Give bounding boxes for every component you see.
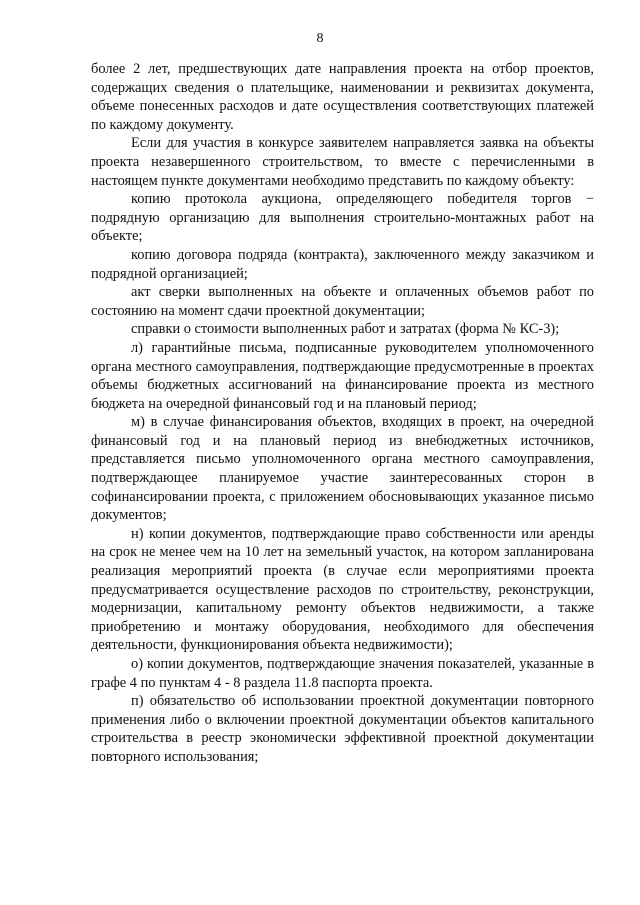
paragraph-contract-copy: копию договора подряда (контракта), заключенного между заказчиком и подрядной организацией; [91,246,594,282]
paragraph-item-p: п) обязательство об использовании проектной документации повторного применения либо о включении проектной документации объектов капитального строительства в реестр экономически эффективной проектной документации повторного использования; [91,693,594,765]
paragraph-continued: более 2 лет, предшествующих дате направления проекта на отбор проектов, содержащих сведения о плательщике, наименовании и реквизитах документа, объеме понесенных расходов и дате осуществления соответствующих платежей по каждому документу. [91,61,594,133]
paragraph-item-o: о) копии документов, подтверждающие значения показателей, указанные в графе 4 по пунктам 4 - 8 раздела 11.8 паспорта проекта. [91,656,594,691]
paragraph-reconciliation-act: акт сверки выполненных на объекте и оплаченных объемов работ по состоянию на момент сдачи проектной документации; [91,284,594,319]
paragraph-item-l: л) гарантийные письма, подписанные руководителем уполномоченного органа местного самоуправления, подтверждающие предусмотренные в проектах объемы бюджетных ассигнований на финансирование проекта из местного бюджета на очередной финансовый год и на плановый период; [91,339,594,412]
page-number: 8 [316,31,324,46]
paragraph-auction-protocol: копию протокола аукциона, определяющего победителя торгов − подрядную организацию для выполнения строительно-монтажных работ на объекте; [91,191,594,245]
document-body [91,60,594,767]
paragraph-item-m: м) в случае финансирования объектов, входящих в проект, на очередной финансовый год и на плановый период из внебюджетных источников, представляется письмо уполномоченного органа местного самоуправления, подтверждающее планируемое участие заинтересованных сторон в софинансировании проекта, с приложением обосновывающих указанное письмо документов; [91,414,594,524]
paragraph-unfinished-construction: Если для участия в конкурсе заявителем направляется заявка на объекты проекта незавершенного строительством, то вместе с перечисленными в настоящем пункте документами необходимо представить по каждому объекту: [91,135,594,189]
paragraph-item-n: н) копии документов, подтверждающие право собственности или аренды на срок не менее чем на 10 лет на земельный участок, на котором запланирована реализация мероприятий проекта (в случае если мероприятиями проекта предусматривается осуществление расходов по строительству, реконструкции, модернизации, капитальному ремонту объектов недвижимости, а также приобретению и монтажу оборудования, необходимого для обеспечения деятельности, функционирования объекта недвижимости); [91,525,594,654]
paragraph-cost-certificates: справки о стоимости выполненных работ и затратах (форма № КС-3); [131,321,560,338]
